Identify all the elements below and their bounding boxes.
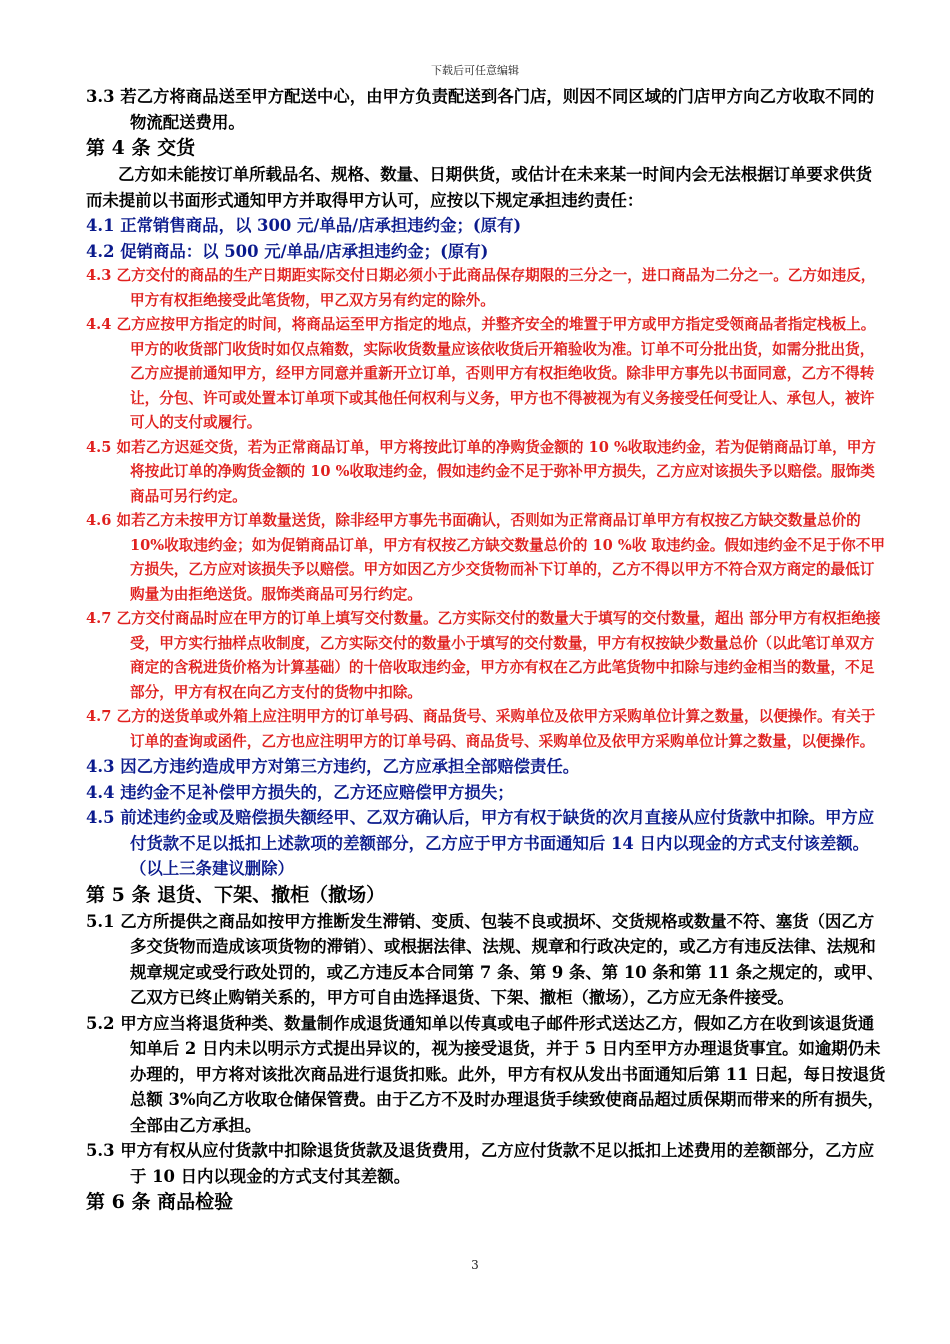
clause-5-1: 5.1 乙方所提供之商品如按甲方推断发生滞销、变质、包装不良或损坏、交货规格或数量不符、塞货（因乙方多交货物而造成该项货物的滞销）、或根据法律、法规、规章和行政决定的，或乙方有违反法律、法规和规章规定或受行政处罚的，或乙方违反本合同第 7 条、第 9 条、第 10 条和第 11 条之规定的，或甲、乙双方已终止购销关系的，甲方可自由选择退货、下架、撤柜（撤场），乙方应无条件接受。 [86, 911, 884, 1007]
clause-4-5-blue: 4.5 前述违约金或及赔偿损失额经甲、乙双方确认后，甲方有权于缺货的次月直接从应付货款中扣除。甲方应付货款不足以抵扣上述款项的差额部分，乙方应于甲方书面通知后 14 日内以现金的方式支付该差额。（以上三条建议删除） [86, 808, 875, 878]
page-number: 3 [471, 1258, 479, 1272]
clause-4-intro: 乙方如未能按订单所载品名、规格、数量、日期供货，或估计在未来某一时间内会无法根据订单要求供货而未提前以书面形式通知甲方并取得甲方认可，应按以下规定承担违约责任： [86, 165, 872, 210]
clause-4-4-red: 4.4 乙方应按甲方指定的时间，将商品运至甲方指定的地点，并整齐安全的堆置于甲方或甲方指定受领商品者指定栈板上。甲方的收货部门收货时如仅点箱数，实际收货数量应该依收货后开箱验收为准。订单不可分批出货，如需分批出货，乙方应提前通知甲方，经甲方同意并重新开立订单，否则甲方有权拒绝收货。除非甲方事先以书面同意，乙方不得转让，分包、许可或处置本订单项下或其他任何权利与义务，甲方也不得被视为有义务接受任何受让人、承包人，被许可人的支付或履行。 [86, 316, 876, 431]
section-heading-5: 第 5 条 退货、下架、撤柜（撤场） [86, 883, 386, 906]
clause-5-3: 5.3 甲方有权从应付货款中扣除退货货款及退货费用，乙方应付货款不足以抵扣上述费用的差额部分，乙方应于 10 日内以现金的方式支付其差额。 [86, 1141, 875, 1186]
section-heading-6: 第 6 条 商品检验 [86, 1191, 234, 1213]
clause-4-1: 4.1 正常销售商品，以 300 元/单品/店承担违约金；(原有) [86, 216, 522, 235]
document-body [86, 84, 886, 1216]
clause-4-6-red: 4.6 如若乙方未按甲方订单数量送货，除非经甲方事先书面确认，否则如为正常商品订单甲方有权按乙方缺交数量总价的 10%收取违约金；如为促销商品订单，甲方有权按乙方缺交数量总价的 10 %收 取违约金。假如违约金不足于你不甲方损失，乙方应对该损失予以赔偿。甲方如因乙方少交货物而补下订单的，乙方不得以甲方不符合双方商定的最低订购量为由拒绝送货。服饰类商品可另行约定。 [86, 512, 885, 603]
clause-4-4-blue: 4.4 违约金不足补偿甲方损失的，乙方还应赔偿甲方损失； [86, 782, 514, 802]
clause-4-7-red-second: 4.7 乙方的送货单或外箱上应注明甲方的订单号码、商品货号、采购单位及依甲方采购单位计算之数量，以便操作。有关于订单的查询或函件，乙方也应注明甲方的订单号码、商品货号、采购单位及依甲方采购单位计算之数量，以便操作。 [86, 708, 876, 750]
clause-4-3-blue: 4.3 因乙方违约造成甲方对第三方违约，乙方应承担全部赔偿责任。 [86, 757, 580, 776]
clause-3-3: 3.3 若乙方将商品送至甲方配送中心，由甲方负责配送到各门店，则因不同区域的门店甲方向乙方收取不同的物流配送费用。 [86, 87, 875, 132]
section-heading-4: 第 4 条 交货 [86, 137, 196, 159]
clause-4-3-red: 4.3 乙方交付的商品的生产日期距实际交付日期必须小于此商品保存期限的三分之一，进口商品为二分之一。乙方如违反，甲方有权拒绝接受此笔货物，甲乙双方另有约定的除外。 [86, 267, 876, 309]
clause-5-2: 5.2 甲方应当将退货种类、数量制作成退货通知单以传真或电子邮件形式送达乙方，假如乙方在收到该退货通知单后 2 日内未以明示方式提出异议的，视为接受退货，并于 5 日内至甲方办理退货事宜。如逾期仍未办理的，甲方将对该批次商品进行退货扣账。此外，甲方有权从发出书面通知后第 11 日起，每日按退货总额 3%向乙方收取仓储保管费。由于乙方不及时办理退货手续致使商品超过质保期而带来的所有损失，全部由乙方承担。 [86, 1013, 886, 1135]
page-header: 下载后可任意编辑 [431, 64, 519, 77]
clause-4-7-red: 4.7 乙方交付商品时应在甲方的订单上填写交付数量。乙方实际交付的数量大于填写的交付数量，超出 部分甲方有权拒绝接受，甲方实行抽样点收制度，乙方实际交付的数量小于填写的交付数量，甲方有权按缺少数量总价（以此笔订单双方商定的含税进货价格为计算基础）的十倍收取违约金，甲方亦有权在乙方此笔货物中扣除与违约金相当的数量，不足部分，甲方有权在向乙方支付的货物中扣除。 [86, 610, 881, 701]
clause-4-5-red: 4.5 如若乙方迟延交货，若为正常商品订单，甲方将按此订单的净购货金额的 10 %收取违约金，若为促销商品订单，甲方将按此订单的净购货金额的 10 %收取违约金，假如违约金不足于弥补甲方损失，乙方应对该损失予以赔偿。服饰类商品可另行约定。 [86, 438, 876, 505]
clause-4-2: 4.2 促销商品：以 500 元/单品/店承担违约金；(原有) [86, 241, 489, 261]
